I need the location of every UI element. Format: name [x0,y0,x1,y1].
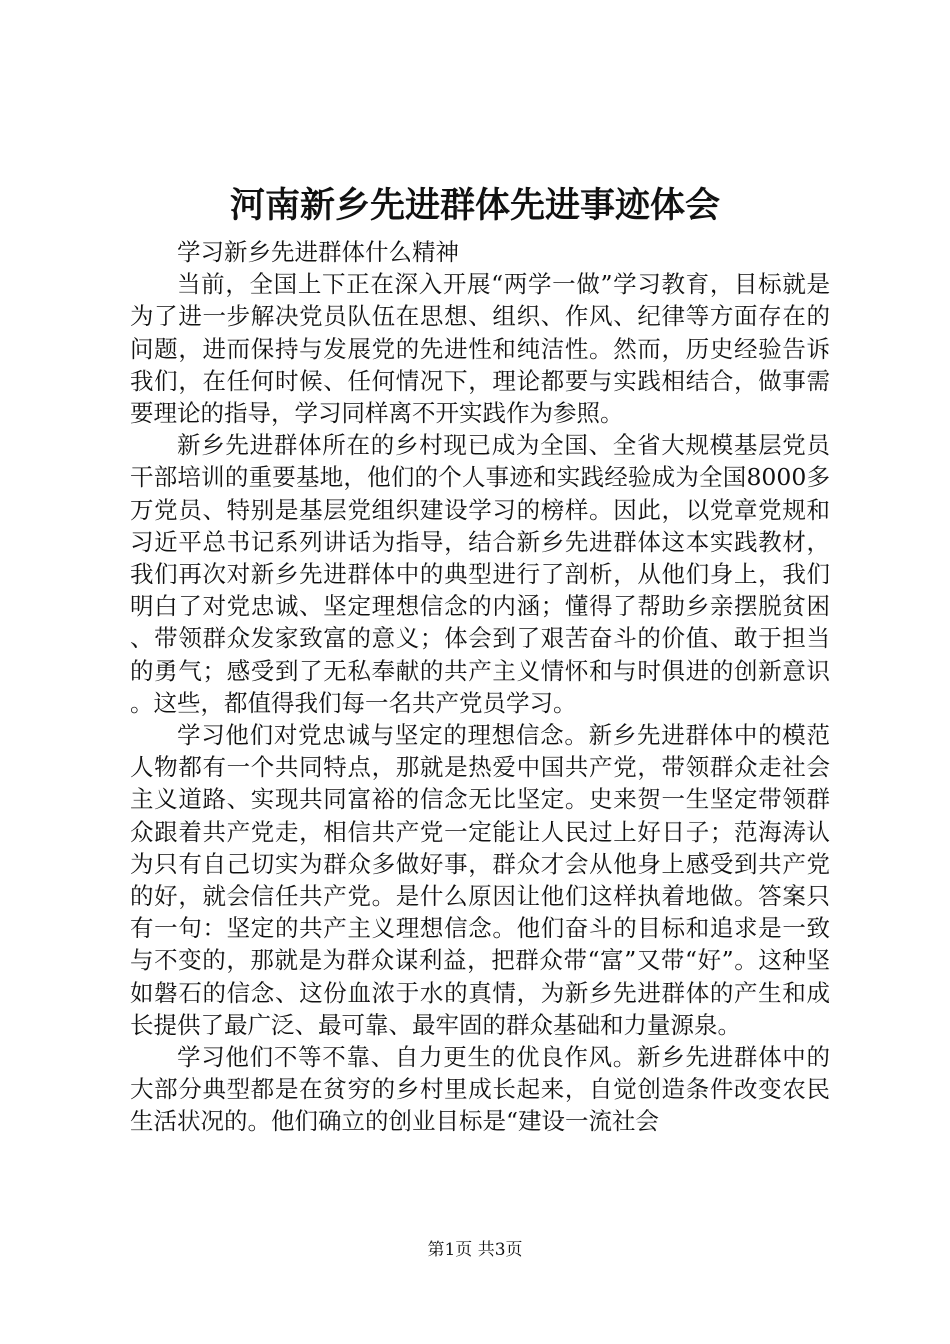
paragraph: 学习他们不等不靠、自力更生的优良作风。新乡先进群体中的大部分典型都是在贫穷的乡村里成长起来，自觉创造条件改变农民生活状况的。他们确立的创业目标是“建设一流社会 [130,1043,830,1136]
document-body [130,236,830,1138]
document-title: 河南新乡先进群体先进事迹体会 [229,185,720,226]
paragraph: 当前，全国上下正在深入开展“两学一做”学习教育，目标就是为了进一步解决党员队伍在思想、组织、作风、纪律等方面存在的问题，进而保持与发展党的先进性和纯洁性。然而，历史经验告诉我们，在任何时候、任何情况下，理论都要与实践相结合，做事需要理论的指导，学习同样离不开实践作为参照。 [130,270,830,428]
paragraph: 学习他们对党忠诚与坚定的理想信念。新乡先进群体中的模范人物都有一个共同特点，那就是热爱中国共产党，带领群众走社会主义道路、实现共同富裕的信念无比坚定。史来贺一生坚定带领群众跟着共产党走，相信共产党一定能让人民过上好日子；范海涛认为只有自己切实为群众多做好事，群众才会从他身上感受到共产党的好，就会信任共产党。是什么原因让他们这样执着地做。答案只有一句：坚定的共产主义理想信念。他们奋斗的目标和追求是一致与不变的，那就是为群众谋利益，把群众带“富”又带“好”。这种坚如磐石的信念、这份血浓于水的真情，为新乡先进群体的产生和成长提供了最广泛、最可靠、最牢固的群众基础和力量源泉。 [130,721,830,1039]
paragraph-subtitle: 学习新乡先进群体什么精神 [177,238,459,266]
paragraph: 新乡先进群体所在的乡村现已成为全国、全省大规模基层党员干部培训的重要基地，他们的个人事迹和实践经验成为全国8000多万党员、特别是基层党组织建设学习的榜样。因此，以党章党规和习近平总书记系列讲话为指导，结合新乡先进群体这本实践教材，我们再次对新乡先进群体中的典型进行了剖析，从他们身上，我们明白了对党忠诚、坚定理想信念的内涵；懂得了帮助乡亲摆脱贫困、带领群众发家致富的意义；体会到了艰苦奋斗的价值、敢于担当的勇气；感受到了无私奉献的共产主义情怀和与时俱进的创新意识。这些，都值得我们每一名共产党员学习。 [130,431,830,717]
page-footer: 第1页 共3页 [427,1240,523,1260]
